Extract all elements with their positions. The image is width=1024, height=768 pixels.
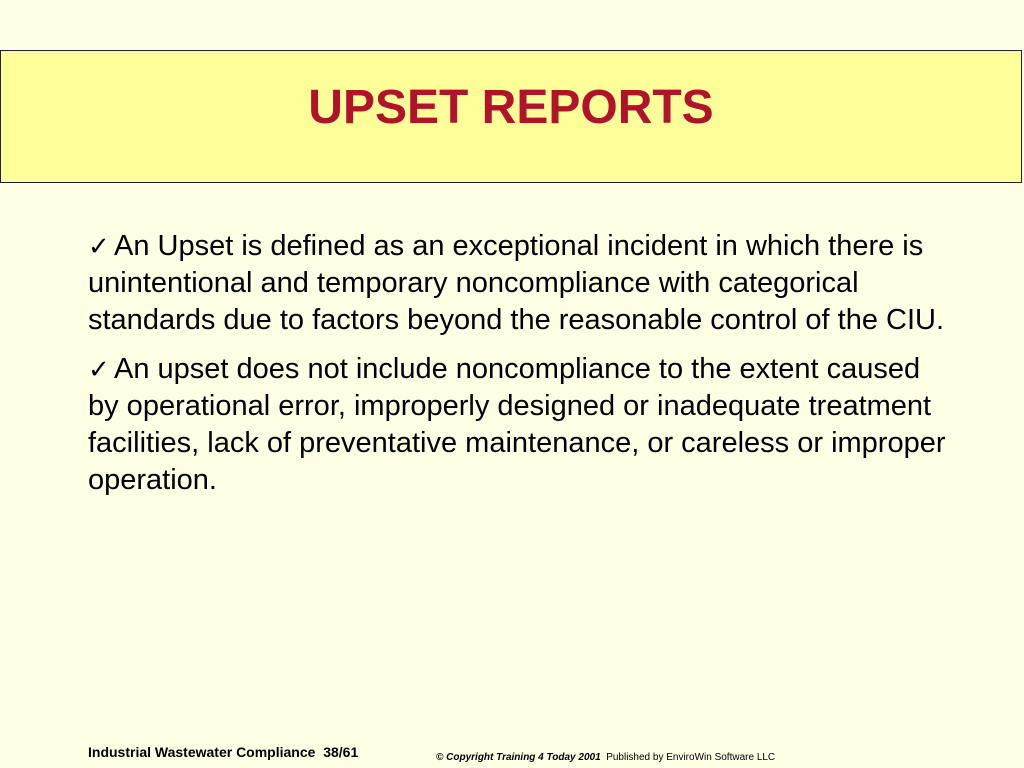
footer-copyright-text: © Copyright Training 4 Today 2001 xyxy=(436,752,601,763)
slide-body xyxy=(88,228,948,511)
bullet-text: An Upset is defined as an exceptional incident in which there is unintentional and temporary noncompliance with categorical standards due to factors beyond the reasonable control of the CIU. xyxy=(88,230,945,336)
footer-page-number: 38/61 xyxy=(323,744,359,760)
footer-copyright xyxy=(436,752,775,763)
bullet-item xyxy=(88,228,948,339)
checkmark-icon: ✓ xyxy=(88,231,110,261)
slide-title: UPSET REPORTS xyxy=(308,80,714,134)
bullet-text: An upset does not include noncompliance to the extent caused by operational error, improperly designed or inadequate treatment facilities, lack of preventative maintenance, or careless or improper operation. xyxy=(88,353,946,496)
footer-course-title: Industrial Wastewater Compliance xyxy=(88,744,316,760)
bullet-item xyxy=(88,351,948,499)
checkmark-icon: ✓ xyxy=(88,354,110,384)
footer-course xyxy=(88,744,358,760)
title-box xyxy=(0,50,1022,183)
footer-publisher: Published by EnviroWin Software LLC xyxy=(606,752,776,763)
